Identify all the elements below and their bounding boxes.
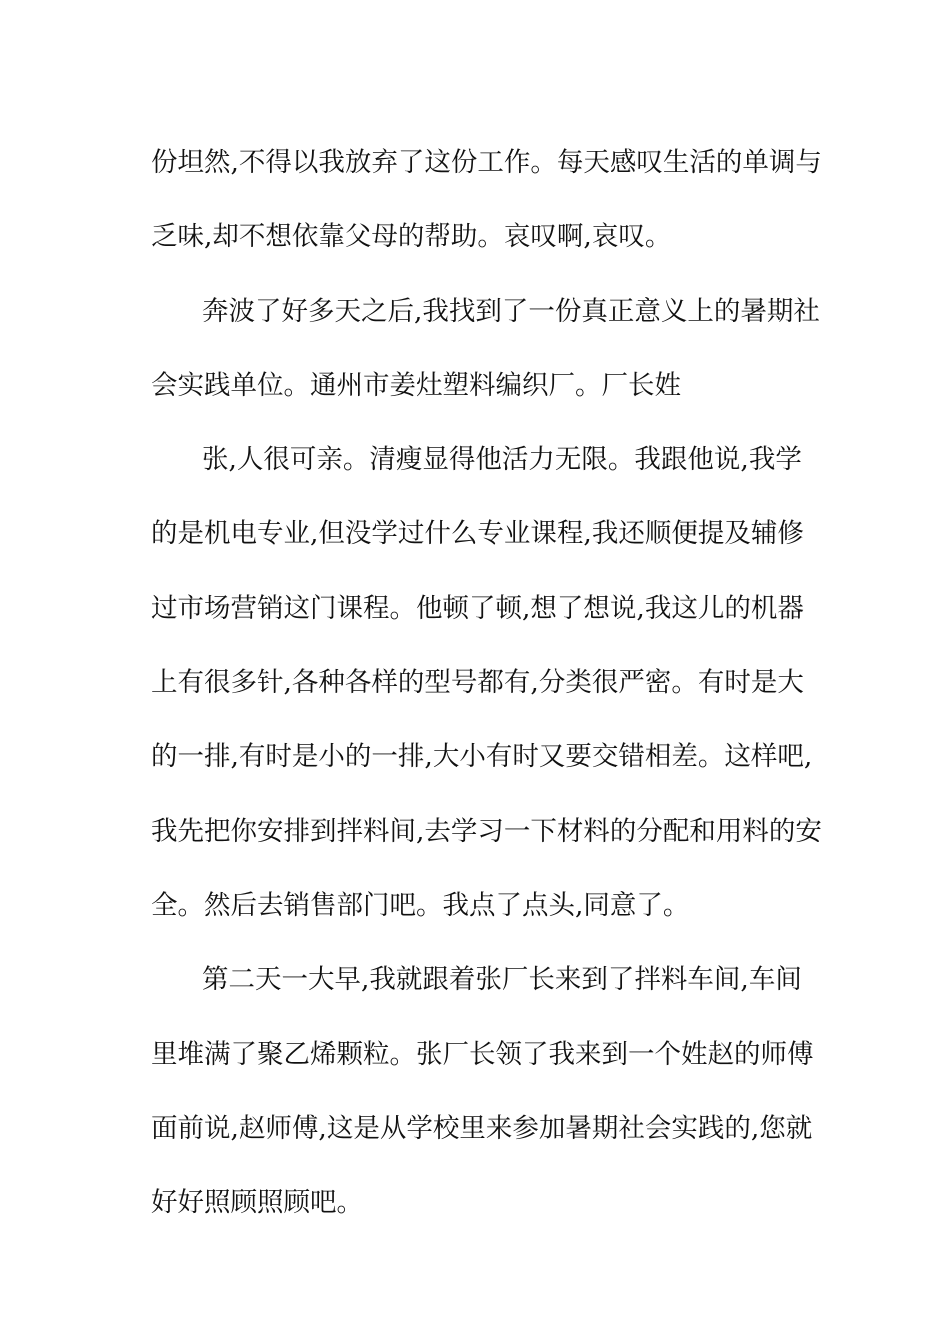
document-body: [151, 126, 822, 1240]
text-line-6: 的是机电专业,但没学过什么专业课程,我还顺便提及辅修: [151, 518, 804, 550]
text-line-3: 奔波了好多天之后,我找到了一份真正意义上的暑期社: [202, 295, 820, 327]
text-line-4: 会实践单位。通州市姜灶塑料编织厂。厂长姓: [151, 369, 681, 401]
text-line-7: 过市场营销这门课程。他顿了顿,想了想说,我这儿的机器: [151, 592, 804, 624]
text-line-10: 我先把你安排到拌料间,去学习一下材料的分配和用料的安: [151, 815, 822, 847]
text-line-9: 的一排,有时是小的一排,大小有时又要交错相差。这样吧,: [151, 741, 813, 773]
text-line-13: 里堆满了聚乙烯颗粒。张厂长领了我来到一个姓赵的师傅: [151, 1038, 814, 1070]
text-line-14: 面前说,赵师傅,这是从学校里来参加暑期社会实践的,您就: [151, 1112, 813, 1144]
text-line-8: 上有很多针,各种各样的型号都有,分类很严密。有时是大: [151, 667, 804, 699]
text-line-11: 全。然后去销售部门吧。我点了点头,同意了。: [151, 889, 690, 921]
text-line-12: 第二天一大早,我就跟着张厂长来到了拌料车间,车间: [202, 964, 802, 996]
text-line-5: 张,人很可亲。清瘦显得他活力无限。我跟他说,我学: [202, 444, 802, 476]
text-line-15: 好好照顾照顾吧。: [151, 1187, 363, 1219]
text-line-1: 份坦然,不得以我放弃了这份工作。每天感叹生活的单调与: [151, 147, 822, 178]
text-line-2: 乏味,却不想依靠父母的帮助。哀叹啊,哀叹。: [151, 221, 672, 253]
